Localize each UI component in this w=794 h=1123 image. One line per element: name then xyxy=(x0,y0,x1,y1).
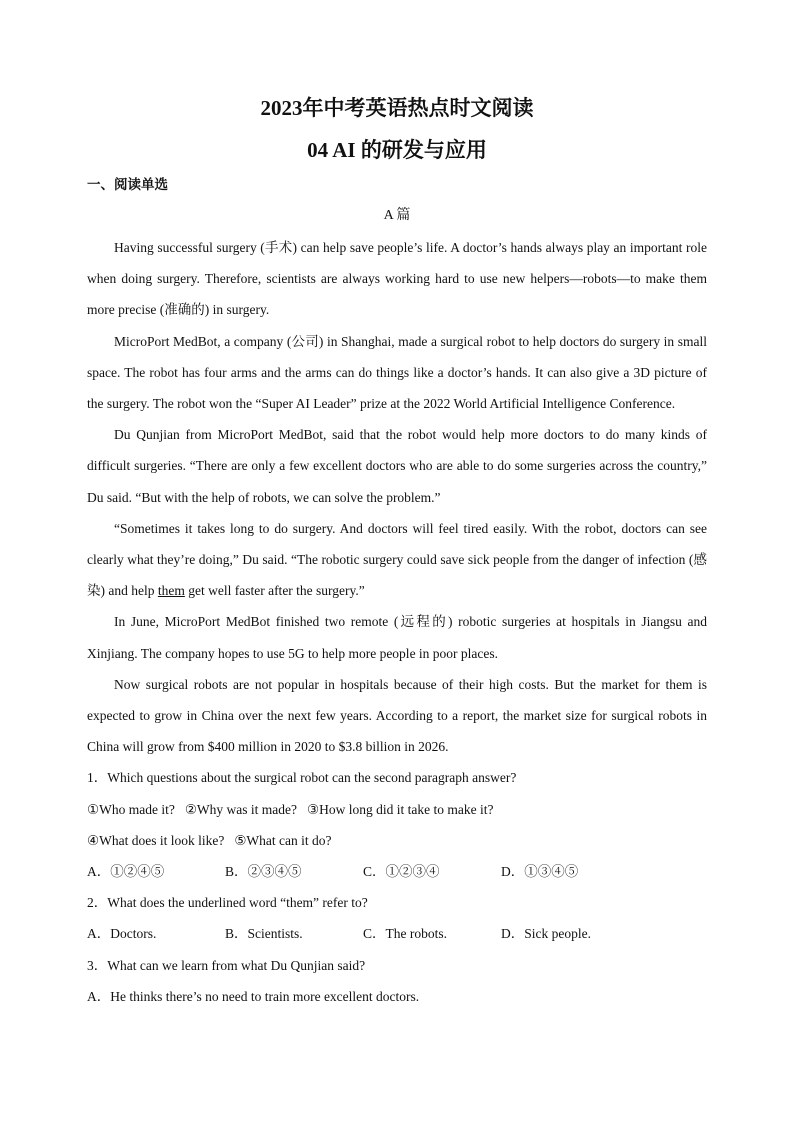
sub-question-4: ④What does it look like? xyxy=(87,832,225,848)
document-title: 2023年中考英语热点时文阅读 xyxy=(260,96,534,120)
question-1-sub-line-1 xyxy=(87,794,707,825)
q2-option-b[interactable]: B．Scientists. xyxy=(225,926,303,942)
document-body xyxy=(87,232,707,1012)
question-2-stem: 2．What does the underlined word “them” refer to? xyxy=(87,895,368,911)
document-subtitle: 04 AI 的研发与应用 xyxy=(307,138,487,162)
q2-option-d[interactable]: D．Sick people. xyxy=(501,926,591,942)
sub-question-5: ⑤What can it do? xyxy=(234,832,332,848)
sub-question-3: ③How long did it take to make it? xyxy=(307,801,494,817)
passage-title: A 篇 xyxy=(383,208,411,223)
passage-paragraph-2: MicroPort MedBot, a company (公司) in Shanghai, made a surgical robot to help doctors do surgery in small space. The robot has four arms and the arms can do things like a doctor’s hands. It can also give a 3D picture of the surgery. The robot won the “Super AI Leader” prize at the 2022 World Artificial Intelligence Conference. xyxy=(87,333,707,412)
q2-option-c[interactable]: C．The robots. xyxy=(363,926,447,942)
q1-option-b[interactable]: B．②③④⑤ xyxy=(225,864,302,880)
question-2-options xyxy=(87,918,707,949)
section-heading: 一、阅读单选 xyxy=(87,177,168,192)
question-1-stem: 1．Which questions about the surgical robot can the second paragraph answer? xyxy=(87,770,517,786)
q3-option-a[interactable]: A．He thinks there’s no need to train more excellent doctors. xyxy=(87,988,420,1004)
underlined-word-them: them xyxy=(157,583,185,599)
passage-paragraph-1: Having successful surgery (手术) can help save people’s life. A doctor’s hands always play an important role when doing surgery. Therefore, scientists are always working hard to use new helpers—robots—to make them more precise (准确的) in surgery. xyxy=(87,240,707,318)
question-3-stem: 3．What can we learn from what Du Qunjian said? xyxy=(87,957,366,973)
passage-paragraph-3: Du Qunjian from MicroPort MedBot, said that the robot would help more doctors to do many kinds of difficult surgeries. “There are only a few excellent doctors who are able to do some surgeries across the country,” Du said. “But with the help of robots, we can solve the problem.” xyxy=(87,427,707,505)
q1-option-d[interactable]: D．①③④⑤ xyxy=(501,864,579,880)
q1-option-a[interactable]: A．①②④⑤ xyxy=(87,864,165,880)
passage-paragraph-5: In June, MicroPort MedBot finished two remote (远程的) robotic surgeries at hospitals in Jiangsu and Xinjiang. The company hopes to use 5G to help more people in poor places. xyxy=(87,614,707,661)
q1-option-c[interactable]: C．①②③④ xyxy=(363,864,440,880)
sub-question-1: ①Who made it? xyxy=(87,801,175,817)
passage-paragraph-6: Now surgical robots are not popular in hospitals because of their high costs. But the market for them is expected to grow in China over the next few years. According to a report, the market size for surgical robots in China will grow from $400 million in 2020 to $3.8 billion in 2026. xyxy=(87,676,707,755)
paragraph-4-text-a: “Sometimes it takes long to do surgery. And doctors will feel tired easily. With the robot, doctors can see clearly what they’re doing,” Du said. “The robotic surgery could save sick people from the danger of infection (感染) and help xyxy=(87,520,707,599)
sub-question-2: ②Why was it made? xyxy=(184,801,298,817)
paragraph-4-text-b: get well faster after the surgery.” xyxy=(184,583,365,599)
question-1-sub-line-2 xyxy=(87,825,707,856)
q2-option-a[interactable]: A．Doctors. xyxy=(87,926,157,942)
question-1-options xyxy=(87,856,707,887)
passage-paragraph-4 xyxy=(87,513,707,607)
